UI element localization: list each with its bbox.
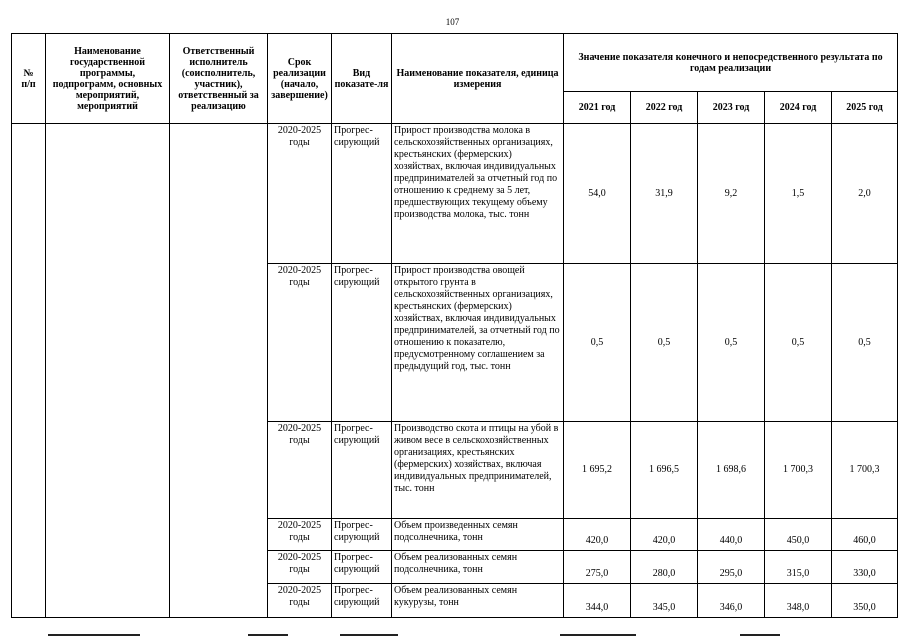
- header-year-2021: 2021 год: [564, 92, 631, 124]
- cell-term: 2020-2025 годы: [268, 519, 332, 551]
- cell-value: 1 700,3: [765, 422, 832, 519]
- cell-type: Прогрес-сирующий: [332, 264, 392, 422]
- cell-indicator: Объем произведенных семян подсолнечника, тонн: [392, 519, 564, 551]
- cell-type: Прогрес-сирующий: [332, 422, 392, 519]
- cell-value: 450,0: [765, 519, 832, 551]
- cell-value: 31,9: [631, 124, 698, 264]
- cell-type: Прогрес-сирующий: [332, 551, 392, 584]
- header-values-group: Значение показателя конечного и непосредственного результата по годам реализации: [564, 34, 898, 92]
- cell-value: 0,5: [832, 264, 898, 422]
- cell-value: 1 698,6: [698, 422, 765, 519]
- header-year-2022: 2022 год: [631, 92, 698, 124]
- cell-value: 348,0: [765, 584, 832, 618]
- cell-value: 440,0: [698, 519, 765, 551]
- header-executor: Ответственный исполнитель (соисполнитель, участник), ответственный за реализацию: [170, 34, 268, 124]
- cell-type: Прогрес-сирующий: [332, 584, 392, 618]
- cell-indicator: Объем реализованных семян кукурузы, тонн: [392, 584, 564, 618]
- cell-value: 0,5: [765, 264, 832, 422]
- cell-indicator: Производство скота и птицы на убой в живом весе в сельскохозяйственных организациях, крестьянских (фермерских) хозяйствах, включая индивидуальных предпринимателей, тыс. тонн: [392, 422, 564, 519]
- cell-value: 54,0: [564, 124, 631, 264]
- cell-value: 1,5: [765, 124, 832, 264]
- header-indicator: Наименование показателя, единица измерения: [392, 34, 564, 124]
- header-program: Наименование государственной программы, подпрограмм, основных мероприятий, мероприятий: [46, 34, 170, 124]
- cell-value: 1 700,3: [832, 422, 898, 519]
- cell-value: 0,5: [564, 264, 631, 422]
- cell-indicator: Прирост производства молока в сельскохозяйственных организациях, крестьянских (фермерских) хозяйствах, включая индивидуальных предпринимателей за отчетный год по отношению к среднему за 5 лет, предшествующих текущему объему производства молока, тыс. тонн: [392, 124, 564, 264]
- header-year-2024: 2024 год: [765, 92, 832, 124]
- cell-type: Прогрес-сирующий: [332, 124, 392, 264]
- header-year-2023: 2023 год: [698, 92, 765, 124]
- cell-program: [46, 124, 170, 618]
- cell-term: 2020-2025 годы: [268, 584, 332, 618]
- cell-value: 345,0: [631, 584, 698, 618]
- scan-edge-line: [560, 634, 636, 636]
- header-num: № п/п: [12, 34, 46, 124]
- cell-indicator: Объем реализованных семян подсолнечника, тонн: [392, 551, 564, 584]
- cell-term: 2020-2025 годы: [268, 422, 332, 519]
- cell-indicator: Прирост производства овощей открытого грунта в сельскохозяйственных организациях, крестьянских (фермерских) хозяйствах, включая индивидуальных предпринимателей, за отчетный год по отношению к показателю, предусмотренному соглашением за предыдущий год, тыс. тонн: [392, 264, 564, 422]
- scan-edge-line: [48, 634, 140, 636]
- cell-value: 0,5: [631, 264, 698, 422]
- cell-value: 346,0: [698, 584, 765, 618]
- cell-value: 460,0: [832, 519, 898, 551]
- cell-executor: [170, 124, 268, 618]
- cell-value: 280,0: [631, 551, 698, 584]
- scan-edge-line: [248, 634, 288, 636]
- cell-value: 2,0: [832, 124, 898, 264]
- cell-value: 350,0: [832, 584, 898, 618]
- scan-edge-line: [340, 634, 398, 636]
- cell-num: [12, 124, 46, 618]
- cell-value: 1 695,2: [564, 422, 631, 519]
- header-term: Срок реализации (начало, завершение): [268, 34, 332, 124]
- cell-type: Прогрес-сирующий: [332, 519, 392, 551]
- header-type: Вид показате-ля: [332, 34, 392, 124]
- scan-edge-line: [740, 634, 780, 636]
- cell-value: 420,0: [631, 519, 698, 551]
- cell-value: 1 696,5: [631, 422, 698, 519]
- cell-term: 2020-2025 годы: [268, 124, 332, 264]
- cell-value: 420,0: [564, 519, 631, 551]
- cell-value: 275,0: [564, 551, 631, 584]
- cell-value: 295,0: [698, 551, 765, 584]
- cell-term: 2020-2025 годы: [268, 264, 332, 422]
- cell-value: 315,0: [765, 551, 832, 584]
- header-year-2025: 2025 год: [832, 92, 898, 124]
- indicator-table: [11, 33, 898, 618]
- table-row: [12, 124, 898, 264]
- page-number: 107: [445, 17, 460, 27]
- cell-value: 9,2: [698, 124, 765, 264]
- cell-value: 330,0: [832, 551, 898, 584]
- cell-value: 0,5: [698, 264, 765, 422]
- cell-value: 344,0: [564, 584, 631, 618]
- cell-term: 2020-2025 годы: [268, 551, 332, 584]
